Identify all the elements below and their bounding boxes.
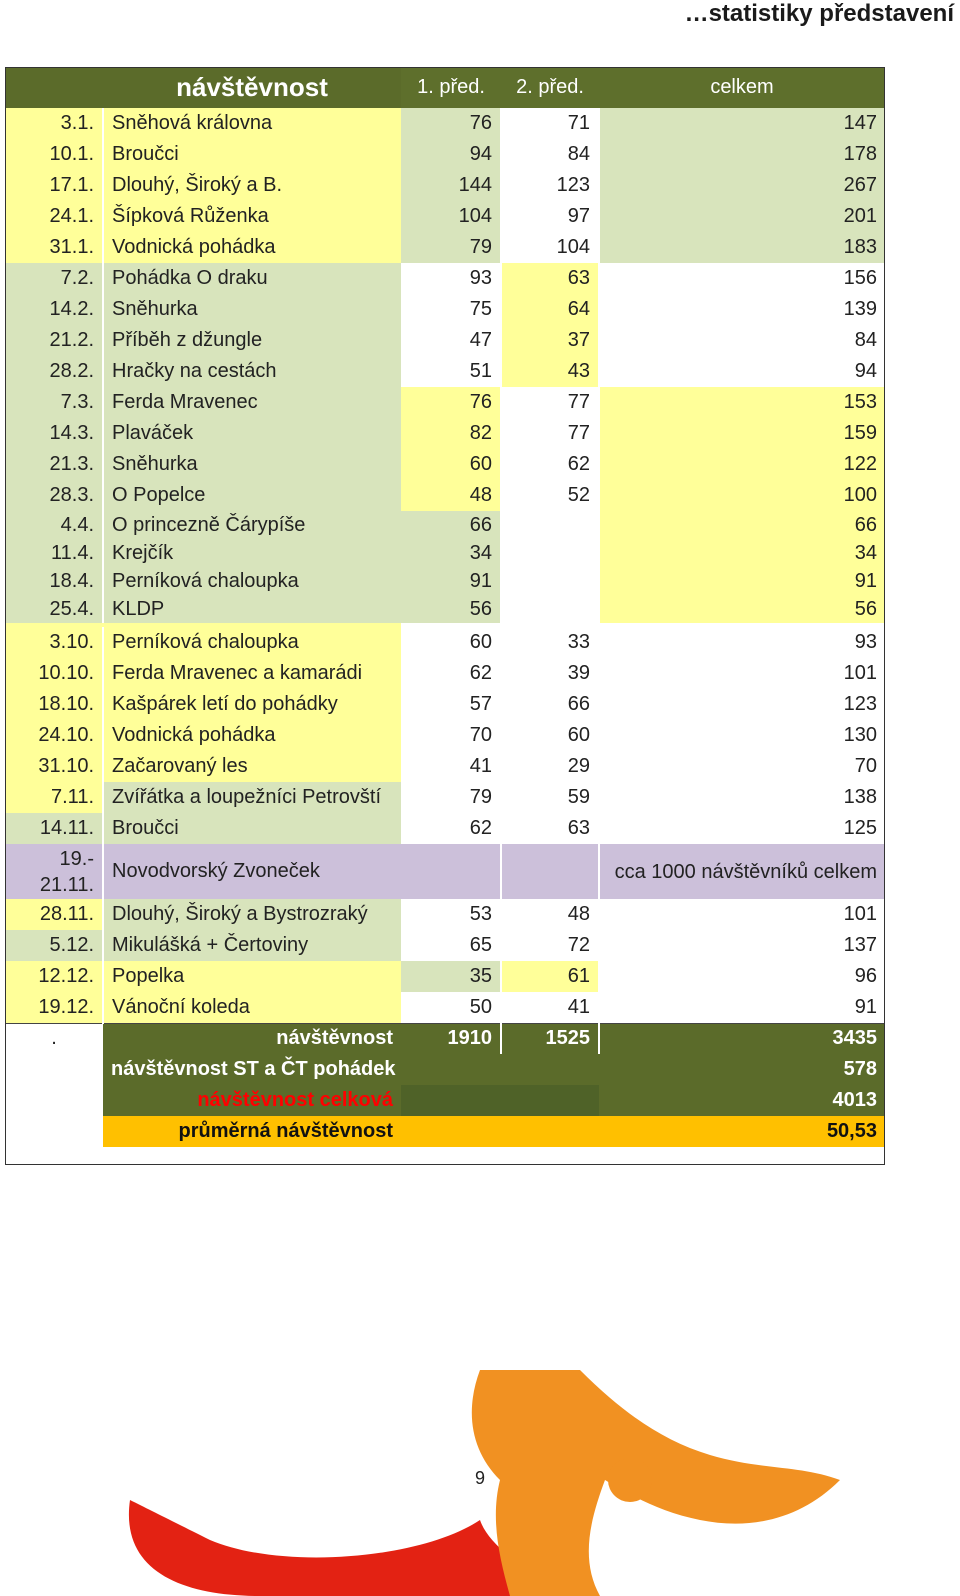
performance-2-cell: 48 [501,899,599,930]
performance-1-cell: 34 [401,539,501,567]
summary-total-label: návštěvnost celková [103,1085,401,1116]
total-cell: 101 [599,899,885,930]
title-cell: Perníková chaloupka [103,627,401,658]
total-cell: 138 [599,782,885,813]
total-cell: 139 [599,294,885,325]
total-cell: 94 [599,356,885,387]
table-row [5,170,885,201]
summary-average-label: průměrná návštěvnost [103,1116,401,1147]
table-row [5,992,885,1023]
table-row [5,480,885,511]
header-attendance: návštěvnost [103,67,401,108]
total-cell: 156 [599,263,885,294]
table-row [5,418,885,449]
table-row [5,387,885,418]
title-cell: Ferda Mravenec a kamarádi [103,658,401,689]
table-row [5,751,885,782]
summary-empty-cell [401,1054,501,1085]
total-cell: 56 [599,595,885,623]
performance-1-cell: 66 [401,511,501,539]
total-cell: 91 [599,567,885,595]
performance-1-cell: 41 [401,751,501,782]
title-cell: Sněhurka [103,449,401,480]
table-row [5,511,885,539]
title-cell: Broučci [103,139,401,170]
performance-1-cell: 70 [401,720,501,751]
performance-1-cell: 35 [401,961,501,992]
performance-2-cell [501,595,599,623]
performance-1-cell: 62 [401,813,501,844]
total-cell: 147 [599,108,885,139]
total-cell: 178 [599,139,885,170]
total-cell: 70 [599,751,885,782]
total-cell: 183 [599,232,885,263]
title-cell: Mikulášká + Čertoviny [103,930,401,961]
performance-2-cell: 33 [501,627,599,658]
date-cell: 11.4. [5,539,103,567]
summary-empty-cell [5,1085,103,1116]
date-cell: 17.1. [5,170,103,201]
performance-1-cell: 60 [401,449,501,480]
table-row [5,108,885,139]
performance-1-cell: 93 [401,263,501,294]
performance-1-cell: 94 [401,139,501,170]
table-row [5,813,885,844]
performance-1-cell: 50 [401,992,501,1023]
total-cell: 101 [599,658,885,689]
summary-empty-cell [501,1054,599,1085]
performance-1-cell: 51 [401,356,501,387]
summary-attendance-p1: 1910 [401,1023,501,1054]
table-row [5,449,885,480]
performance-1-cell: 75 [401,294,501,325]
performance-1-cell: 76 [401,108,501,139]
title-cell: Sněhurka [103,294,401,325]
title-cell: Hračky na cestách [103,356,401,387]
performance-2-cell: 52 [501,480,599,511]
table-row [5,356,885,387]
title-cell: O Popelce [103,480,401,511]
total-cell: 34 [599,539,885,567]
date-cell: 28.3. [5,480,103,511]
date-cell: 7.2. [5,263,103,294]
header-performance-1: 1. před. [401,67,501,108]
summary-empty-cell [401,1116,501,1147]
performance-2-cell: 43 [501,356,599,387]
total-cell: 137 [599,930,885,961]
performance-1-cell: 47 [401,325,501,356]
summary-attendance-p2: 1525 [501,1023,599,1054]
title-cell: Vodnická pohádka [103,720,401,751]
performance-1-cell: 144 [401,170,501,201]
performance-2-cell [501,844,599,899]
summary-st-ct-label: návštěvnost ST a ČT pohádek [103,1054,401,1085]
summary-empty-cell [501,1085,599,1116]
date-cell: 12.12. [5,961,103,992]
date-cell: 14.11. [5,813,103,844]
performance-1-cell: 91 [401,567,501,595]
performance-2-cell [501,539,599,567]
table-row [5,627,885,658]
performance-2-cell: 97 [501,201,599,232]
table-row [5,689,885,720]
table-row [5,201,885,232]
total-cell: 153 [599,387,885,418]
title-cell: Vánoční koleda [103,992,401,1023]
performance-2-cell: 59 [501,782,599,813]
title-cell: Broučci [103,813,401,844]
performance-1-cell: 82 [401,418,501,449]
title-cell: Dlouhý, Široký a B. [103,170,401,201]
title-cell: Novodvorský Zvoneček [103,844,401,899]
summary-empty-cell [401,1085,501,1116]
table-row [5,658,885,689]
date-cell: 3.1. [5,108,103,139]
performance-1-cell: 65 [401,930,501,961]
date-cell: 31.1. [5,232,103,263]
summary-row [5,1116,885,1147]
date-cell: 28.2. [5,356,103,387]
title-cell: Začarovaný les [103,751,401,782]
performance-2-cell: 66 [501,689,599,720]
date-cell: 3.10. [5,627,103,658]
total-cell: 96 [599,961,885,992]
date-cell: 7.3. [5,387,103,418]
performance-2-cell: 64 [501,294,599,325]
summary-row [5,1085,885,1116]
summary-st-ct-total: 578 [599,1054,885,1085]
total-cell: 123 [599,689,885,720]
summary-average-value: 50,53 [599,1116,885,1147]
performance-1-cell [401,844,501,899]
performance-1-cell: 53 [401,899,501,930]
title-cell: Kašpárek letí do pohádky [103,689,401,720]
page-number: 9 [474,1468,485,1488]
total-cell: 159 [599,418,885,449]
performance-2-cell: 39 [501,658,599,689]
table-row [5,930,885,961]
date-cell: 19.- 21.11. [5,844,103,899]
date-cell: 5.12. [5,930,103,961]
total-cell: cca 1000 návštěvníků celkem [599,844,885,899]
attendance-table-body [5,67,885,1147]
header-date-cell [5,67,103,108]
date-cell: 25.4. [5,595,103,623]
table-row [5,844,885,899]
date-cell: 14.2. [5,294,103,325]
date-cell: 21.2. [5,325,103,356]
total-cell: 201 [599,201,885,232]
summary-total-value: 4013 [599,1085,885,1116]
performance-1-cell: 79 [401,232,501,263]
summary-attendance-label: návštěvnost [103,1023,401,1054]
performance-2-cell [501,567,599,595]
performance-1-cell: 48 [401,480,501,511]
date-cell: 18.10. [5,689,103,720]
performance-2-cell: 41 [501,992,599,1023]
date-cell: 7.11. [5,782,103,813]
total-cell: 91 [599,992,885,1023]
table-row [5,263,885,294]
date-cell: 21.3. [5,449,103,480]
table-row [5,595,885,623]
header-performance-2: 2. před. [501,67,599,108]
summary-empty-cell [501,1116,599,1147]
title-cell: Krejčík [103,539,401,567]
table-row [5,899,885,930]
table-row [5,232,885,263]
table-row [5,720,885,751]
performance-2-cell: 72 [501,930,599,961]
date-cell: 28.11. [5,899,103,930]
total-cell: 66 [599,511,885,539]
performance-1-cell: 104 [401,201,501,232]
total-cell: 267 [599,170,885,201]
performance-1-cell: 60 [401,627,501,658]
performance-2-cell: 123 [501,170,599,201]
title-cell: Šípková Růženka [103,201,401,232]
table-row [5,139,885,170]
title-cell: Zvířátka a loupežníci Petrovští [103,782,401,813]
page-header-title: …statistiky představení [684,0,954,27]
title-cell: Dlouhý, Široký a Bystrozraký [103,899,401,930]
summary-empty-cell [5,1116,103,1147]
date-cell: 14.3. [5,418,103,449]
performance-2-cell: 62 [501,449,599,480]
date-cell: 18.4. [5,567,103,595]
performance-1-cell: 57 [401,689,501,720]
title-cell: Pohádka O draku [103,263,401,294]
date-cell: 10.1. [5,139,103,170]
summary-attendance-total: 3435 [599,1023,885,1054]
performance-1-cell: 76 [401,387,501,418]
table-row [5,567,885,595]
performance-2-cell: 60 [501,720,599,751]
title-cell: O princezně Čárypíše [103,511,401,539]
performance-2-cell: 77 [501,387,599,418]
performance-1-cell: 56 [401,595,501,623]
performance-2-cell: 61 [501,961,599,992]
table-row [5,294,885,325]
performance-2-cell: 104 [501,232,599,263]
performance-2-cell [501,511,599,539]
date-cell: 19.12. [5,992,103,1023]
summary-empty-cell [5,1054,103,1085]
performance-2-cell: 84 [501,139,599,170]
date-cell: 4.4. [5,511,103,539]
table-row [5,325,885,356]
summary-row [5,1054,885,1085]
performance-2-cell: 37 [501,325,599,356]
performance-2-cell: 71 [501,108,599,139]
title-cell: KLDP [103,595,401,623]
table-row [5,782,885,813]
total-cell: 125 [599,813,885,844]
title-cell: Vodnická pohádka [103,232,401,263]
table-header-row [5,67,885,108]
title-cell: Příběh z džungle [103,325,401,356]
title-cell: Perníková chaloupka [103,567,401,595]
attendance-table [5,67,885,1147]
title-cell: Ferda Mravenec [103,387,401,418]
performance-2-cell: 63 [501,263,599,294]
title-cell: Sněhová královna [103,108,401,139]
performance-2-cell: 77 [501,418,599,449]
date-cell: 24.1. [5,201,103,232]
total-cell: 130 [599,720,885,751]
title-cell: Popelka [103,961,401,992]
total-cell: 122 [599,449,885,480]
total-cell: 84 [599,325,885,356]
table-row [5,539,885,567]
summary-dot-cell: . [5,1023,103,1054]
performance-1-cell: 79 [401,782,501,813]
summary-row [5,1023,885,1054]
total-cell: 100 [599,480,885,511]
date-cell: 24.10. [5,720,103,751]
table-row [5,961,885,992]
total-cell: 93 [599,627,885,658]
header-total: celkem [599,67,885,108]
date-cell: 31.10. [5,751,103,782]
performance-2-cell: 63 [501,813,599,844]
performance-1-cell: 62 [401,658,501,689]
date-cell: 10.10. [5,658,103,689]
performance-2-cell: 29 [501,751,599,782]
title-cell: Plaváček [103,418,401,449]
